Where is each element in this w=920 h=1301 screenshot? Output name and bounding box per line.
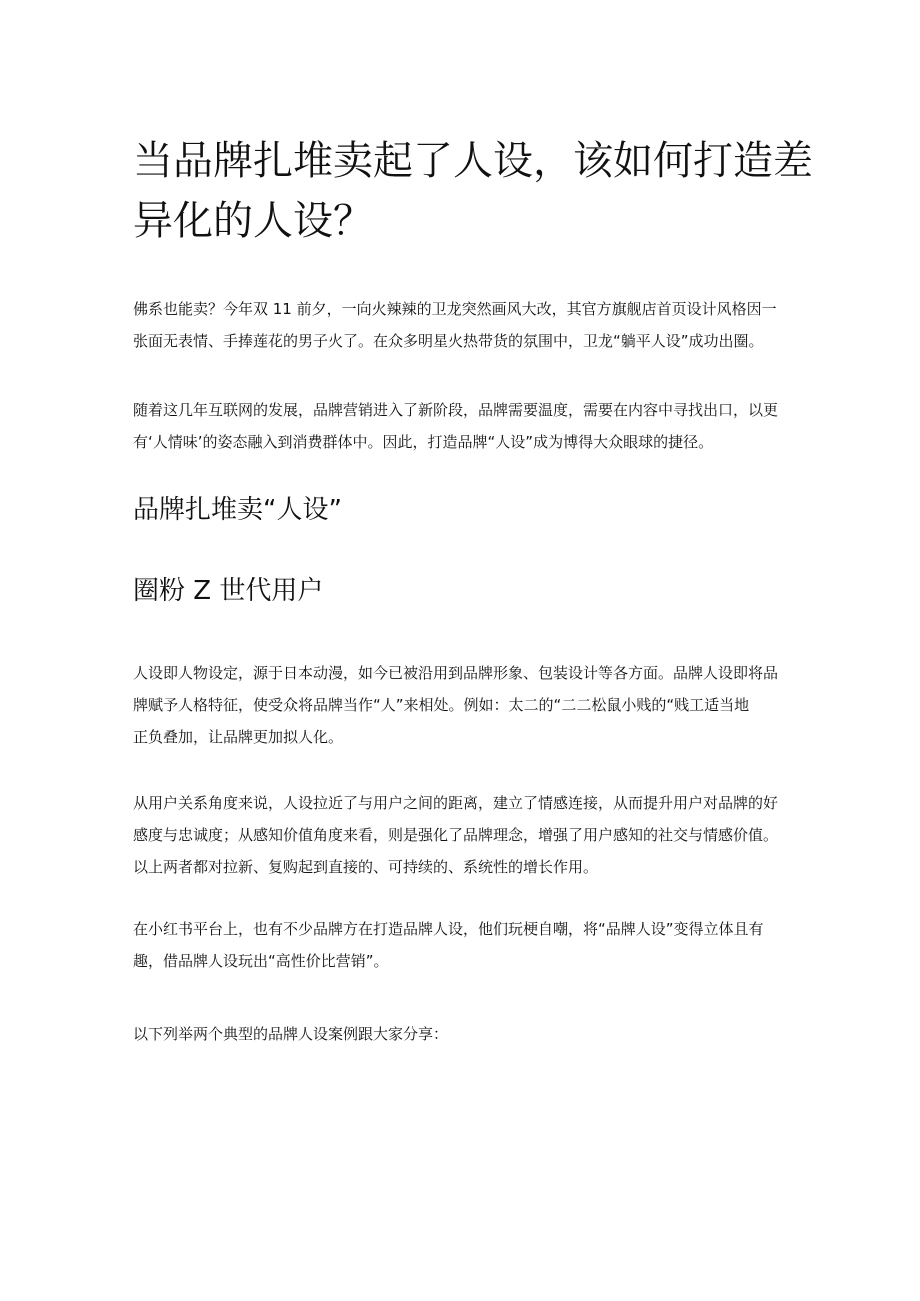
title-line: 异化的人设？ [133,198,373,244]
paragraph-line: 以下列举两个典型的品牌人设案例跟大家分享： [133,1025,449,1043]
paragraph-line: 张面无表情、手捧莲花的男子火了。在众多明星火热带货的氛围中，卫龙“躺平人设”成功出圈。 [133,332,764,350]
paragraph-line: 感度与忠诚度；从感知价值角度来看，则是强化了品牌理念，增强了用户感知的社交与情感价值。 [133,826,779,844]
paragraph-line: 人设即人物设定，源于日本动漫，如今已被沿用到品牌形象、包装设计等各方面。品牌人设即将品 [133,664,779,682]
paragraph-line: 以上两者都对拉新、复购起到直接的、可持续的、系统性的增长作用。 [133,858,599,876]
body-paragraph-1 [133,657,803,753]
paragraph-line: 佛系也能卖？今年双 11 前夕，一向火辣辣的卫龙突然画风大改，其官方旗舰店首页设计风格因一 [133,300,777,318]
body-paragraph-4 [133,1018,803,1050]
section-heading-brand-persona: 品牌扎堆卖“人设” [133,495,342,525]
paragraph-line: 随着这几年互联网的发展，品牌营销进入了新阶段，品牌需要温度，需要在内容中寻找出口，以更 [133,401,779,419]
paragraph-line: 有‘人情味’的姿态融入到消费群体中。因此，打造品牌“人设”成为博得大众眼球的捷径。 [133,433,714,451]
intro-paragraph-2 [133,394,803,458]
title-line: 当品牌扎堆卖起了人设，该如何打造差 [133,138,813,184]
body-paragraph-2 [133,787,803,883]
section-heading-gen-z: 圈粉 Z 世代用户 [133,576,324,606]
paragraph-line: 正负叠加，让品牌更加拟人化。 [133,728,344,746]
body-paragraph-3 [133,913,803,977]
paragraph-line: 趣，借品牌人设玩出“高性价比营销”。 [133,952,389,970]
article-title [133,131,813,251]
paragraph-line: 从用户关系角度来说，人设拉近了与用户之间的距离，建立了情感连接，从而提升用户对品牌的好 [133,794,779,812]
paragraph-line: 牌赋予人格特征，使受众将品牌当作“人”来相处。例如：太二的“二二松鼠小贱的“贱工适当地 [133,696,750,714]
intro-paragraph-1 [133,293,803,357]
paragraph-line: 在小红书平台上，也有不少品牌方在打造品牌人设，他们玩梗自嘲，将“品牌人设”变得立体且有 [133,920,764,938]
